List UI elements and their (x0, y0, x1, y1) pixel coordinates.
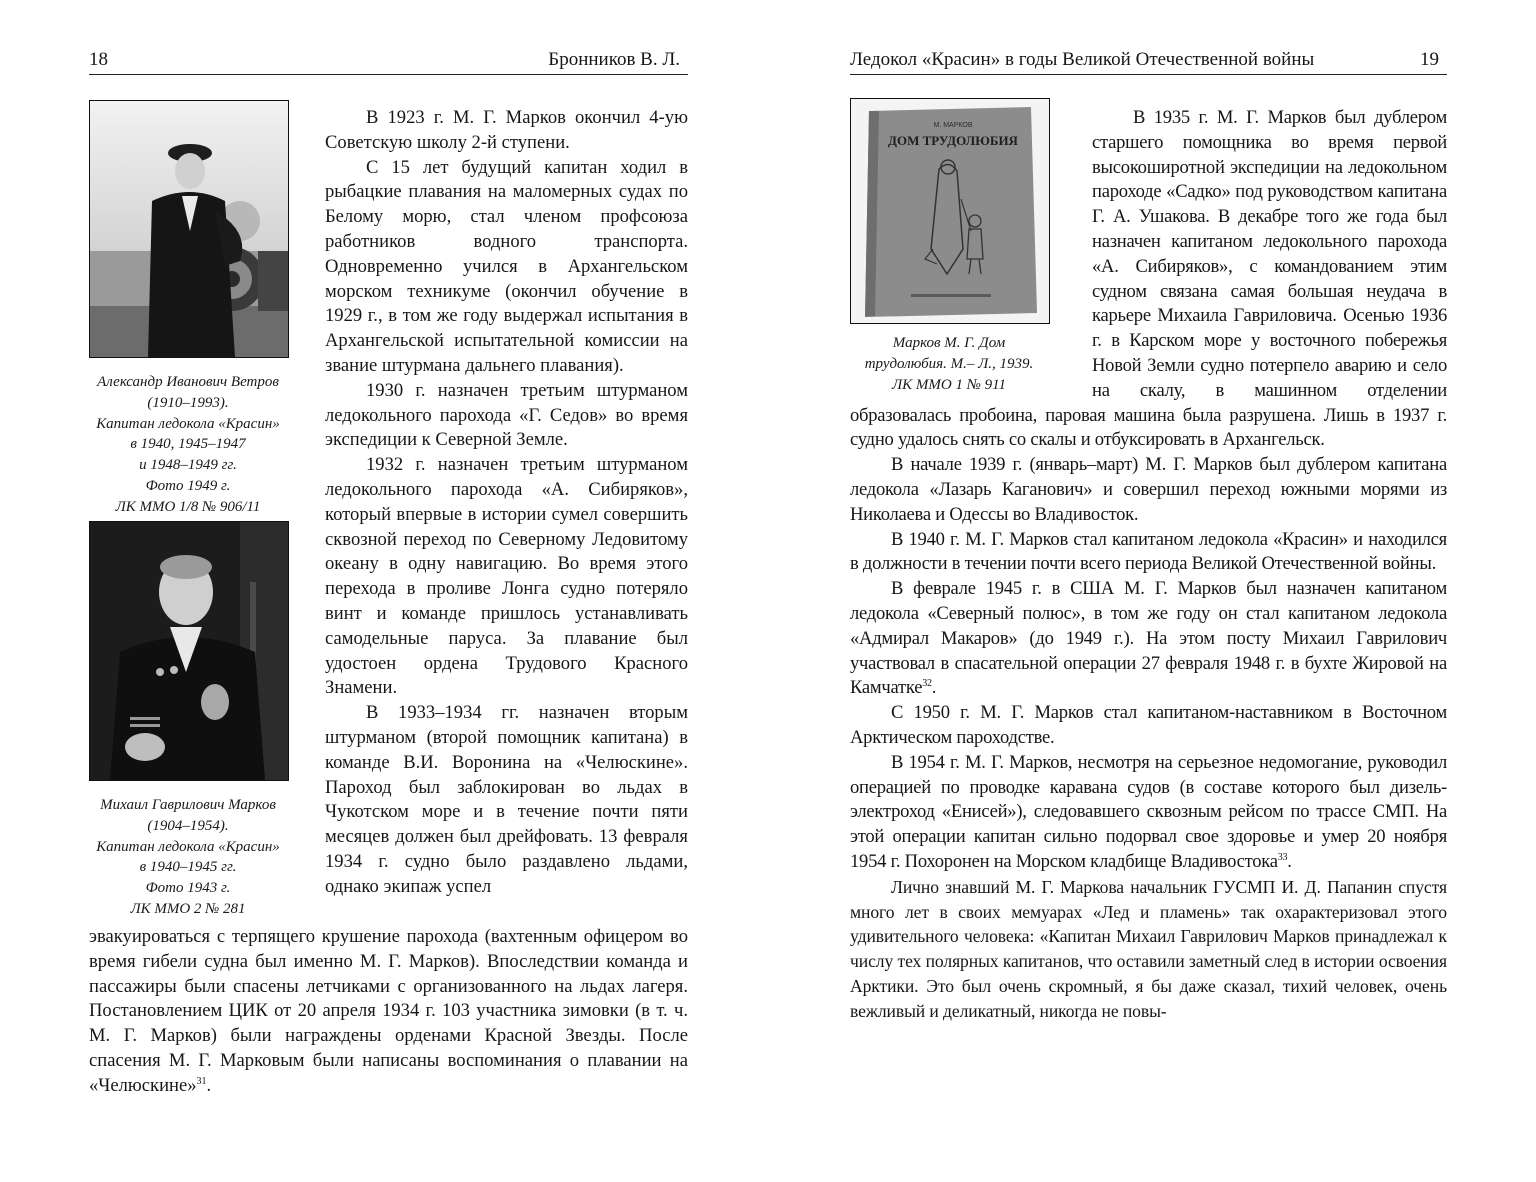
page-number-right: 19 (1420, 49, 1439, 70)
paragraph-text: В 1954 г. М. Г. Марков, несмотря на серьезное недомогание, руководил операцией по проводке каравана судов (в составе которого был дизель-электроход «Енисей»), следовавшего сквозным рейсом по трассе СМП. На этой операции капитан сильно подорвал свое здоровье и умер 20 ноября 1954 г. Похоронен на Морском кладбище Владивостока (850, 751, 1447, 872)
caption-line: (1904–1954). (147, 817, 229, 834)
caption-line: Марков М. Г. Дом (892, 335, 1006, 351)
paragraph (850, 577, 1447, 701)
caption-markov (89, 795, 287, 920)
book-cover-photo (850, 98, 1050, 324)
paragraph (850, 751, 1447, 875)
paragraph-continued: эвакуироваться с терпящего крушение парохода (вахтенным офицером во время гибели судна был именно М. Г. Марков). Впоследствии команда и пассажиры были спасены летчиками с организованного на льдах лагеря. Постановлением ЦИК от 20 апреля 1934 г. 103 участника зимовки (в т. ч. М. Г. Марков) были награждены орденами Красной Звезды. После спасения М. Г. Марковым были написаны воспоминания о плавании на «Челюскине»$^{31}$. (89, 926, 688, 1096)
caption-line: Михаил Гаврилович Марков (100, 797, 276, 813)
photo-vetrov (89, 100, 289, 358)
paragraph: В 1935 г. М. Г. Марков был дублером старшего помощника во время первой высокоширотной экспедиции на ледокольном пароходе «Садко» под руководством капитана Г. А. Ушакова. В декабре того же года был назначен капитаном ледокольного парохода «А. Сибиряков», с командованием этим судном связана самая большая неудача в карьере Михаила Гавриловича. Осенью 1936 г. в Карском море у восточного побережья Новой Земли судно потерпело аварию и село на скалу, в машинном отделении образовалась пробоина, паровая машина была разрушена. Лишь в 1937 г. судно удалось снять со скалы и отбуксировать в Архангельск. (850, 107, 1447, 451)
photo-markov (89, 521, 289, 781)
paragraph: В 1933–1934 гг. назначен вторым штурманом (второй помощник капитана) в команде В.И. Воронина на «Челюскине». Пароход был заблокирован во льдах в Чукотском море и в течение почти пяти месяцев должен был дрейфовать. 13 февраля 1934 г. судно было раздавлено льдами, однако экипаж успел (325, 702, 688, 897)
paragraph: В 1940 г. М. Г. Марков стал капитаном ледокола «Красин» и находился в должности в течении почти всего периода Великой Отечественной войны. (850, 528, 1447, 575)
running-head-title: Ледокол «Красин» в годы Великой Отечественной войны (850, 49, 1315, 70)
caption-line: ЛК ММО 2 № 281 (130, 900, 246, 917)
footnote-ref-31[interactable]: 31 (196, 1075, 207, 1087)
paragraph: Лично знавший М. Г. Маркова начальник ГУСМП И. Д. Папанин спустя много лет в своих мемуарах «Лед и пламень» так охарактеризовал этого удивительного человека: «Капитан Михаил Гаврилович Марков принадлежал к числу тех полярных капитанов, что оставили заметный след в истории освоения Арктики. Это был очень скромный, я бы даже сказал, тихий человек, очень вежливый и деликатный, никогда не повы- (850, 876, 1447, 1021)
caption-line: трудолюбия. М.– Л., 1939. (864, 355, 1034, 372)
caption-book (850, 333, 1048, 395)
cover-title: ДОМ ТРУДОЛЮБИЯ (888, 133, 1018, 148)
paragraph: С 1950 г. М. Г. Марков стал капитаном-наставником в Восточном Арктическом пароходстве. (850, 702, 1447, 748)
portrait-photo-seated-captain-icon (90, 522, 288, 780)
paragraph: В 1923 г. М. Г. Марков окончил 4-ую Советскую школу 2-й ступени. (325, 107, 688, 153)
book-cover-photo-icon (851, 99, 1049, 323)
caption-line: ЛК ММО 1/8 № 906/11 (115, 498, 261, 515)
caption-line: в 1940, 1945–1947 (130, 436, 246, 453)
paragraph: В начале 1939 г. (январь–март) М. Г. Марков был дублером капитана ледокола «Лазарь Каганович» и совершил переход южными морями из Николаева и Одессы во Владивосток. (850, 454, 1447, 525)
paragraph-end: . (1287, 850, 1292, 872)
paragraph-end: . (931, 677, 937, 699)
running-head-left (89, 46, 688, 75)
caption-vetrov (89, 372, 287, 518)
caption-line: Фото 1949 г. (145, 477, 231, 494)
caption-line: Александр Иванович Ветров (97, 374, 279, 390)
footnote-ref-32[interactable]: 32 (922, 678, 932, 690)
footnote-ref-33[interactable]: 33 (1277, 851, 1288, 863)
left-column-text (325, 106, 688, 900)
caption-line: и 1948–1949 гг. (139, 457, 237, 474)
paragraph: С 15 лет будущий капитан ходил в рыбацкие плавания на маломерных судах по Белому морю, стал членом профсоюза работников водного транспорта. Одновременно учился в Архангельском морском техникуме (окончил обучение в 1929 г., в том же году выдержал испытания в Архангельской испытательной комиссии на звание штурмана дальнего плавания). (325, 156, 688, 376)
portrait-photo-standing-captain-icon (90, 101, 288, 357)
caption-line: ЛК ММО 1 № 911 (892, 376, 1006, 393)
paragraph-text: эвакуироваться с терпящего крушение парохода (вахтенным офицером во время гибели судна был именно М. Г. Марков). Впоследствии команда и пассажиры были спасены летчиками с организованного на льдах лагеря. Постановлением ЦИК от 20 апреля 1934 г. 103 участника зимовки (в т. ч. М. Г. Марков) были награждены орденами Красной Звезды. После спасения М. Г. Марковым были написаны воспоминания о плавании на «Челюскине» (89, 926, 688, 1096)
caption-line: Капитан ледокола «Красин» (96, 838, 280, 855)
running-head-author: Бронников В. Л. (548, 49, 680, 70)
paragraph: 1930 г. назначен третьим штурманом ледокольного парохода «Г. Седов» во время экспедиции к Северной Земле. (325, 379, 688, 451)
caption-line: Капитан ледокола «Красин» (96, 415, 280, 432)
page-number-left: 18 (89, 49, 108, 70)
left-bottom-text (89, 925, 688, 1099)
paragraph-text: В феврале 1945 г. в США М. Г. Марков был назначен капитаном ледокола «Северный полюс», в том же году он стал капитаном ледокола «Адмирал Макаров» (до 1949 г.). На этом посту Михаил Гаврилович участвовал в спасательной операции 27 февраля 1948 г. в бухте Жировой на Камчатке (850, 578, 1447, 699)
right-page (768, 0, 1536, 1182)
running-head-right (850, 46, 1447, 75)
paragraph: 1932 г. назначен третьим штурманом ледокольного парохода «А. Сибиряков», который впервые в истории сумел совершить сквозной переход по Северному Ледовитому океану в одну навигацию. Во время этого перехода в проливе Лонга судно потеряло винт и команде пришлось устанавливать самодельные паруса. За плавание был удостоен ордена Трудового Красного Знамени. (325, 454, 688, 699)
caption-line: в 1940–1945 гг. (139, 859, 237, 876)
cover-author: М. МАРКОВ (933, 122, 973, 129)
caption-line: (1910–1993). (147, 394, 229, 411)
caption-line: Фото 1943 г. (145, 880, 231, 897)
